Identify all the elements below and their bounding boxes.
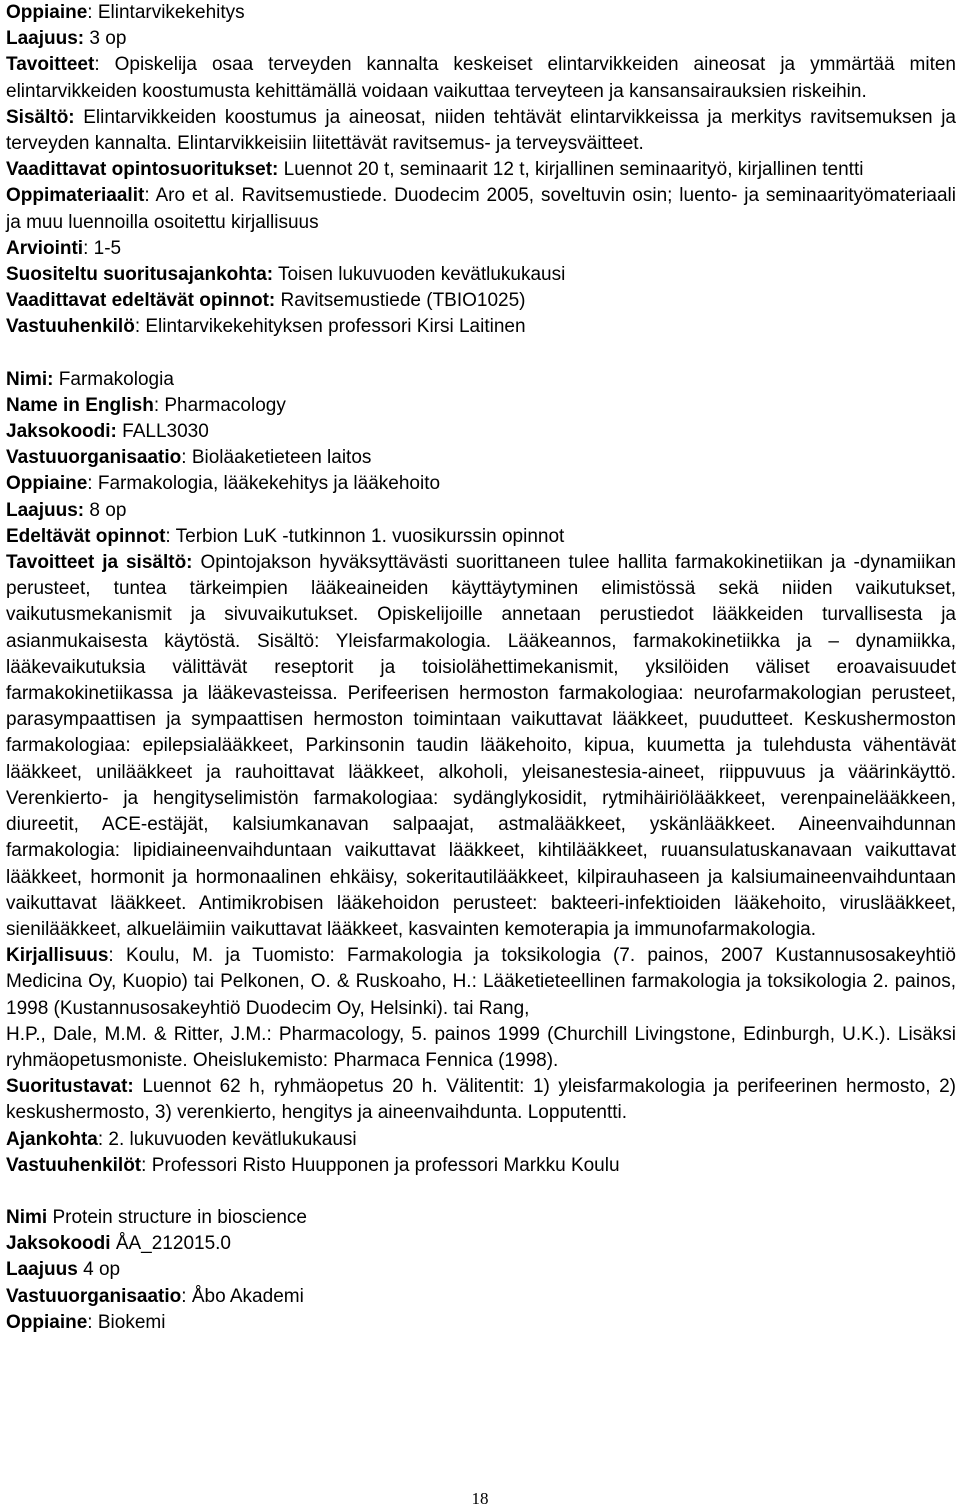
field-paragraph <box>6 498 956 524</box>
page-number: 18 <box>471 1489 489 1508</box>
field-label: Oppiaine <box>6 2 88 23</box>
field-label: Nimi: <box>6 368 54 390</box>
field-value: 2. lukuvuoden kevätlukukausi <box>108 1128 357 1150</box>
document-page <box>6 0 956 1336</box>
field-paragraph <box>6 550 956 943</box>
field-value: Koulu, M. ja Tuomisto: Farmakologia ja toksikologia (7. painos, 2007 Kustannusosakeyhtiö Medicina Oy, Kuopio) tai Pelkonen, O. & Ruskoaho, H.: Lääketieteellinen farmakologia ja toksikologia 2. painos, 1998 (Kustannusosakeyhtiö Duodecim Oy, Helsinki). tai Rang, <box>6 945 957 1019</box>
field-label: Vastuuorganisaatio <box>6 1285 182 1307</box>
field-paragraph <box>6 1153 956 1179</box>
field-label: Vastuuhenkilöt <box>6 1154 142 1176</box>
field-value: Bioläaketieteen laitos <box>191 447 372 469</box>
field-paragraph <box>6 236 956 262</box>
field-value: ÅA_212015.0 <box>115 1233 231 1255</box>
field-value: Elintarvikkeiden koostumus ja aineosat, niiden tehtävät elintarvikkeissa ja merkitys ravitsemuksen ja terveyden kannalta. Elintarvikkeisiin liitettävät ravitsemus- ja terveysväitteet. <box>6 106 956 155</box>
field-paragraph <box>6 367 956 393</box>
field-value: Protein structure in bioscience <box>52 1206 307 1228</box>
field-label: Oppiaine <box>6 1311 88 1333</box>
field-label: Ajankohta <box>6 1128 98 1150</box>
field-paragraph <box>6 183 956 235</box>
field-value: Ravitsemustiede (TBIO1025) <box>280 290 526 312</box>
field-separator: : <box>181 1285 192 1307</box>
section-gap <box>6 341 956 367</box>
field-label: Suoritustavat: <box>6 1076 134 1098</box>
field-separator: : <box>94 54 115 76</box>
field-paragraph <box>6 157 956 183</box>
field-paragraph <box>6 0 956 26</box>
field-value: 8 op <box>89 499 127 521</box>
field-label: Nimi <box>6 1206 48 1228</box>
field-label: Vaadittavat edeltävät opinnot: <box>6 290 276 312</box>
field-label: Oppiaine <box>6 473 88 495</box>
field-paragraph <box>6 52 956 104</box>
field-paragraph <box>6 314 956 340</box>
field-value: Professori Risto Huupponen ja professori Markku Koulu <box>151 1154 620 1176</box>
field-label: Laajuus: <box>6 499 85 521</box>
field-separator: : <box>108 945 126 967</box>
field-value: Luennot 62 h, ryhmäopetus 20 h. Välitentit: 1) yleisfarmakologia ja perifeerinen hermosto, 2) keskushermosto, 3) verenkierto, hengitys ja aineenvaihdunta. Lopputentti. <box>6 1076 956 1124</box>
field-paragraph <box>6 105 956 157</box>
field-separator <box>75 107 84 128</box>
field-paragraph <box>6 262 956 288</box>
field-value: Toisen lukuvuoden kevätlukukausi <box>278 264 566 286</box>
field-label: Oppimateriaalit <box>6 185 145 207</box>
field-value: FALL3030 <box>122 421 209 443</box>
field-value: Elintarvikekehitys <box>97 2 245 23</box>
field-label: Tavoitteet ja sisältö: <box>6 552 193 574</box>
field-value: Farmakologia, lääkekehitys ja lääkehoito <box>97 473 441 495</box>
field-label: Suositeltu suoritusajankohta: <box>6 264 274 286</box>
field-value: Åbo Akademi <box>191 1285 304 1307</box>
section-gap <box>6 1179 956 1205</box>
field-label: Name in English <box>6 394 154 416</box>
field-paragraph <box>6 1257 956 1283</box>
field-paragraph <box>6 1205 956 1231</box>
field-value: 1-5 <box>93 237 122 259</box>
field-value: Luennot 20 t, seminaarit 12 t, kirjallinen seminaarityö, kirjallinen tentti <box>283 159 864 181</box>
field-paragraph <box>6 26 956 52</box>
field-value: Biokemi <box>97 1311 166 1333</box>
field-value: Opiskelija osaa terveyden kannalta keskeiset elintarvikkeiden aineosat ja ymmärtää miten elintarvikkeiden koostumusta kehittämällä voidaan vaikuttaa terveyteen ja kansansairauksien riskeihin. <box>6 54 956 102</box>
field-value: 3 op <box>89 28 127 50</box>
field-paragraph <box>6 943 956 1022</box>
field-separator: : <box>83 237 94 259</box>
field-paragraph <box>6 471 956 497</box>
field-value: Terbion LuK -tutkinnon 1. vuosikurssin opinnot <box>175 525 565 547</box>
field-label: Vaadittavat opintosuoritukset: <box>6 159 279 181</box>
field-separator: : <box>87 1311 98 1333</box>
field-label: Jaksokoodi <box>6 1233 111 1255</box>
field-label: Sisältö: <box>6 106 75 128</box>
field-label: Laajuus <box>6 1259 78 1281</box>
field-paragraph <box>6 1284 956 1310</box>
field-separator: : <box>165 525 176 547</box>
field-value: Elintarvikekehityksen professori Kirsi Laitinen <box>145 316 526 338</box>
field-label: Edeltävät opinnot <box>6 525 166 547</box>
field-paragraph <box>6 445 956 471</box>
field-label: Vastuuhenkilö <box>6 316 135 338</box>
field-value: Aro et al. Ravitsemustiede. Duodecim 2005, soveltuvin osin; luento- ja seminaarityömateriaali ja muu luennoilla osoitettu kirjallisuus <box>6 185 956 233</box>
field-value: Farmakologia <box>58 368 174 390</box>
field-value: Pharmacology <box>164 394 286 416</box>
field-paragraph <box>6 1231 956 1257</box>
field-label: Vastuuorganisaatio <box>6 447 182 469</box>
field-paragraph <box>6 1310 956 1336</box>
field-separator: : <box>153 394 165 416</box>
field-separator: : <box>144 185 156 207</box>
field-label: Tavoitteet <box>6 54 95 76</box>
field-value: H.P., Dale, M.M. & Ritter, J.M.: Pharmacology, 5. painos 1999 (Churchill Livingstone, Edinburgh, U.K.). Lisäksi ryhmäopetusmoniste. Oheislukemisto: Pharmaca Fennica (1998). <box>6 1023 956 1071</box>
field-value: Opintojakson hyväksyttävästi suorittaneen tulee hallita farmakokinetiikan ja -dynamiikan perusteet, tuntea tärkeimpien lääkeaineiden käyttäytyminen elimistössä sekä niiden vaikutukset, vaikutusmekanismit ja sivuvaikutukset. Opiskelijoille annetaan perustiedot lääkkeiden turvallisesta ja asianmukaisesta käytöstä. Sisältö: Yleisfarmakologia. Lääkeannos, farmakokinetiikka ja – dynamiikka, lääkevaikutuksia välittävät reseptorit ja toisiolähettimekanismit, yksilöiden väliset eroavaisuudet farmakokinetiikassa ja lääkevasteissa. Perifeerisen hermoston farmakologiaa: neurofarmakologian perusteet, parasympaattisen ja sympaattisen hermoston toimintaan vaikuttavat lääkkeet, puudutteet. Keskushermoston farmakologiaa: epilepsialääkkeet, Parkinsonin taudin lääkehoito, kipua, kuumetta ja tulehdusta vähentävät lääkkeet, unilääkkeet ja rauhoittavat lääkkeet, alkoholi, yleisanestesia-aineet, riippuvuus ja väärinkäyttö. Verenkierto- ja hengityselimistön farmakologiaa: sydänglykosidit, rytmihäiriölääkkeet, verenpainelääkkeen, diureetit, ACE-estäjät, kalsiumkanavan salpaajat, astmalääkkeet, yskänlääkkeet. Aineenvaihdunnan farmakologia: lipidiaineenvaihduntaan vaikuttavat lääkkeet, kihtilääkkeet, ruuansulatuskanavaan vaikuttavat lääkkeet, hormonit ja hormonaalinen ehkäisy, sokeritautilääkkeet, kilpirauhaseen ja kalsiumaineenvaihduntaan vaikuttavat lääkkeet. Antimikrobisen lääkehoidon perusteet: bakteeri-infektioiden lääkehoito, viruslääkkeet, sienilääkkeet, alkueläimiin vaikuttavat lääkkeet, kasvainten kemoterapia ja immunofarmakologia. <box>6 552 956 940</box>
field-separator: : <box>97 1128 109 1150</box>
field-separator: : <box>134 316 146 338</box>
field-label: Kirjallisuus <box>6 945 109 967</box>
field-paragraph <box>6 419 956 445</box>
field-paragraph <box>6 393 956 419</box>
course-block-farmakologia <box>6 367 956 1179</box>
field-label: Arviointi <box>6 237 84 259</box>
field-separator: : <box>181 447 192 469</box>
field-value: 4 op <box>83 1259 121 1281</box>
course-block-protein-structure <box>6 1205 956 1336</box>
field-paragraph <box>6 1127 956 1153</box>
field-separator: : <box>87 2 98 23</box>
field-paragraph <box>6 288 956 314</box>
field-separator: : <box>141 1154 152 1176</box>
field-paragraph <box>6 1074 956 1126</box>
field-paragraph <box>6 524 956 550</box>
course-block-elintarvikekehitys <box>6 0 956 341</box>
field-label: Laajuus: <box>6 28 85 50</box>
field-paragraph <box>6 1022 956 1074</box>
field-separator: : <box>87 473 98 495</box>
field-label: Jaksokoodi: <box>6 421 117 443</box>
